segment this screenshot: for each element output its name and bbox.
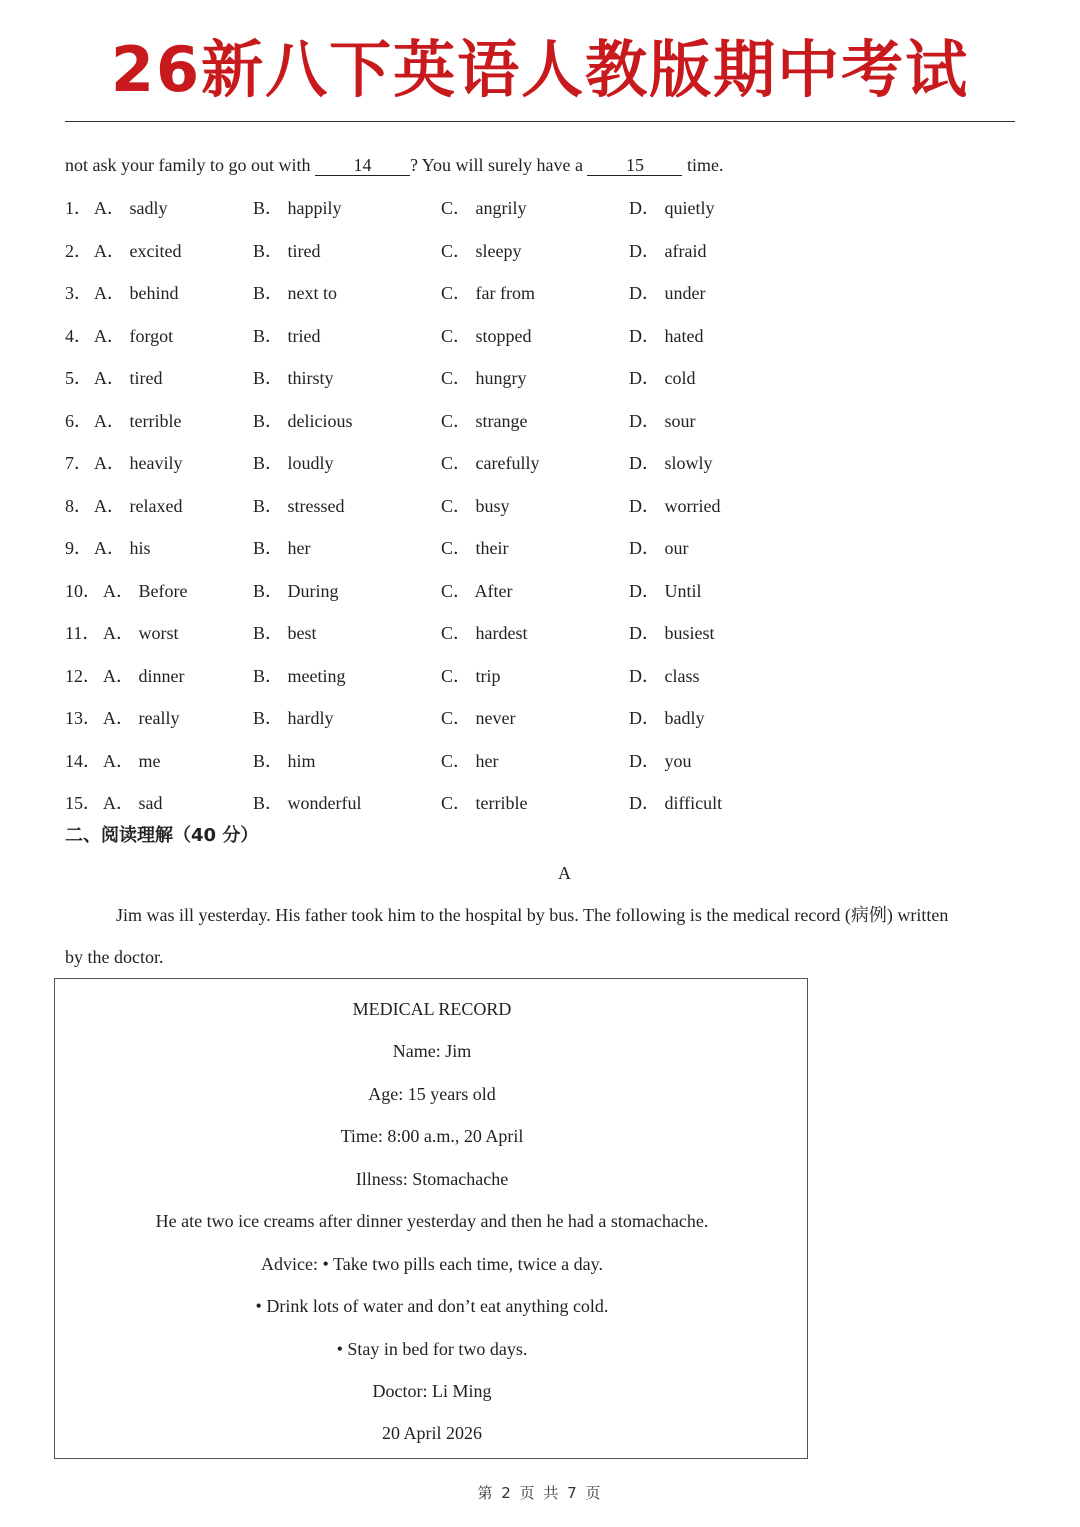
section-title-reading: 二、阅读理解（40 分） — [65, 825, 259, 846]
option-row — [65, 281, 865, 305]
question-number: 4． — [65, 325, 92, 346]
record-doctor: Doctor: Li Ming — [372, 1381, 492, 1401]
page-footer: 第 2 页 共 7 页 — [477, 1484, 603, 1502]
question-number: 5． — [65, 368, 92, 388]
option-a: A． forgot — [94, 325, 174, 346]
passage-label: A — [558, 863, 571, 883]
option-row — [65, 409, 865, 433]
question-number: 6． — [65, 410, 92, 431]
option-a: A． his — [94, 538, 151, 558]
option-d: D． hated — [629, 325, 704, 346]
question-number: 10． — [65, 580, 101, 601]
option-row — [65, 579, 865, 603]
option-row — [65, 536, 865, 560]
option-a: A． me — [103, 750, 161, 771]
option-row — [65, 706, 865, 730]
blank-14: 14 — [315, 155, 410, 176]
option-d: D． under — [629, 283, 706, 303]
option-d: D． worried — [629, 495, 721, 516]
option-a: A． sad — [103, 793, 163, 813]
option-row — [65, 324, 865, 348]
option-c: C． angrily — [441, 198, 527, 218]
option-b: B． him — [253, 750, 316, 771]
option-b: B． next to — [253, 283, 337, 303]
option-d: D． our — [629, 538, 689, 558]
intro-paragraph-line-1: Jim was ill yesterday. His father took him to the hospital by bus. The following is the medical record (病例) written — [116, 905, 949, 925]
option-d: D． slowly — [629, 453, 713, 473]
option-b: B． thirsty — [253, 368, 334, 388]
option-a: A． really — [103, 708, 180, 728]
option-c: C． her — [441, 750, 499, 771]
option-row — [65, 791, 865, 815]
option-b: B． tried — [253, 325, 321, 346]
option-c: C． sleepy — [441, 240, 522, 261]
option-b: B． hardly — [253, 708, 334, 728]
option-row — [65, 621, 865, 645]
option-b: B． best — [253, 623, 317, 643]
option-b: B． meeting — [253, 665, 346, 686]
page-banner-title: 26新八下英语人教版期中考试 — [110, 33, 970, 106]
option-c: C． hardest — [441, 623, 528, 643]
option-c: C． far from — [441, 283, 535, 303]
option-d: D． Until — [629, 580, 702, 601]
option-c: C． never — [441, 708, 516, 728]
question-number: 8． — [65, 495, 92, 516]
record-time: Time: 8:00 a.m., 20 April — [340, 1126, 524, 1146]
option-row — [65, 239, 865, 263]
option-row — [65, 451, 865, 475]
record-advice-1: Advice: • Take two pills each time, twice a day. — [261, 1254, 603, 1274]
option-b: B． happily — [253, 198, 342, 218]
option-a: A． tired — [94, 368, 163, 388]
question-number: 11． — [65, 623, 101, 643]
option-d: D． you — [629, 750, 692, 771]
cloze-text-after: time. — [682, 155, 724, 175]
option-a: A． dinner — [103, 665, 185, 686]
question-number: 2． — [65, 240, 92, 261]
option-a: A． worst — [103, 623, 179, 643]
option-a: A． terrible — [94, 410, 182, 431]
option-b: B． During — [253, 580, 339, 601]
question-number: 15． — [65, 793, 101, 813]
option-a: A． behind — [94, 283, 179, 303]
option-a: A． excited — [94, 240, 182, 261]
record-advice-3: • Stay in bed for two days. — [336, 1339, 528, 1359]
option-d: D． badly — [629, 708, 705, 728]
record-age: Age: 15 years old — [368, 1084, 496, 1104]
option-row — [65, 196, 865, 220]
question-number: 3． — [65, 283, 92, 303]
record-date: 20 April 2026 — [381, 1423, 482, 1443]
option-c: C． strange — [441, 410, 528, 431]
intro-paragraph-line-2: by the doctor. — [65, 947, 164, 967]
cloze-tail-line — [65, 153, 723, 177]
record-name: Name: Jim — [392, 1041, 472, 1061]
option-d: D． class — [629, 665, 700, 686]
option-b: B． her — [253, 538, 311, 558]
option-d: D． sour — [629, 410, 696, 431]
option-b: B． delicious — [253, 410, 353, 431]
option-c: C． their — [441, 538, 509, 558]
option-d: D． cold — [629, 368, 696, 388]
option-a: A． relaxed — [94, 495, 183, 516]
option-d: D． busiest — [629, 623, 715, 643]
option-a: A． heavily — [94, 453, 183, 473]
option-c: C． busy — [441, 495, 510, 516]
record-advice-2: • Drink lots of water and don’t eat anything cold. — [255, 1296, 609, 1316]
option-d: D． difficult — [629, 793, 723, 813]
option-row — [65, 366, 865, 390]
option-b: B． stressed — [253, 495, 345, 516]
option-row — [65, 494, 865, 518]
option-b: B． wonderful — [253, 793, 362, 813]
medical-record-box — [54, 978, 808, 1459]
cloze-text-before: not ask your family to go out with — [65, 155, 315, 175]
option-d: D． quietly — [629, 198, 715, 218]
question-number: 14． — [65, 750, 101, 771]
option-c: C． carefully — [441, 453, 540, 473]
option-c: C． After — [441, 580, 513, 601]
question-number: 7． — [65, 453, 92, 473]
option-a: A． Before — [103, 580, 188, 601]
header-divider — [65, 121, 1015, 122]
option-b: B． tired — [253, 240, 321, 261]
question-number: 1． — [65, 198, 92, 218]
blank-15: 15 — [587, 155, 682, 176]
record-cause: He ate two ice creams after dinner yesterday and then he had a stomachache. — [155, 1211, 709, 1231]
option-c: C． terrible — [441, 793, 528, 813]
option-row — [65, 664, 865, 688]
record-illness: Illness: Stomachache — [355, 1169, 509, 1189]
record-title: MEDICAL RECORD — [352, 999, 512, 1019]
question-number: 13． — [65, 708, 101, 728]
cloze-text-middle: ? You will surely have a — [409, 155, 588, 175]
option-c: C． trip — [441, 665, 501, 686]
option-c: C． hungry — [441, 368, 527, 388]
option-b: B． loudly — [253, 453, 334, 473]
question-number: 9． — [65, 538, 92, 558]
option-d: D． afraid — [629, 240, 707, 261]
option-row — [65, 749, 865, 773]
question-number: 12． — [65, 665, 101, 686]
option-a: A． sadly — [94, 198, 168, 218]
option-c: C． stopped — [441, 325, 532, 346]
